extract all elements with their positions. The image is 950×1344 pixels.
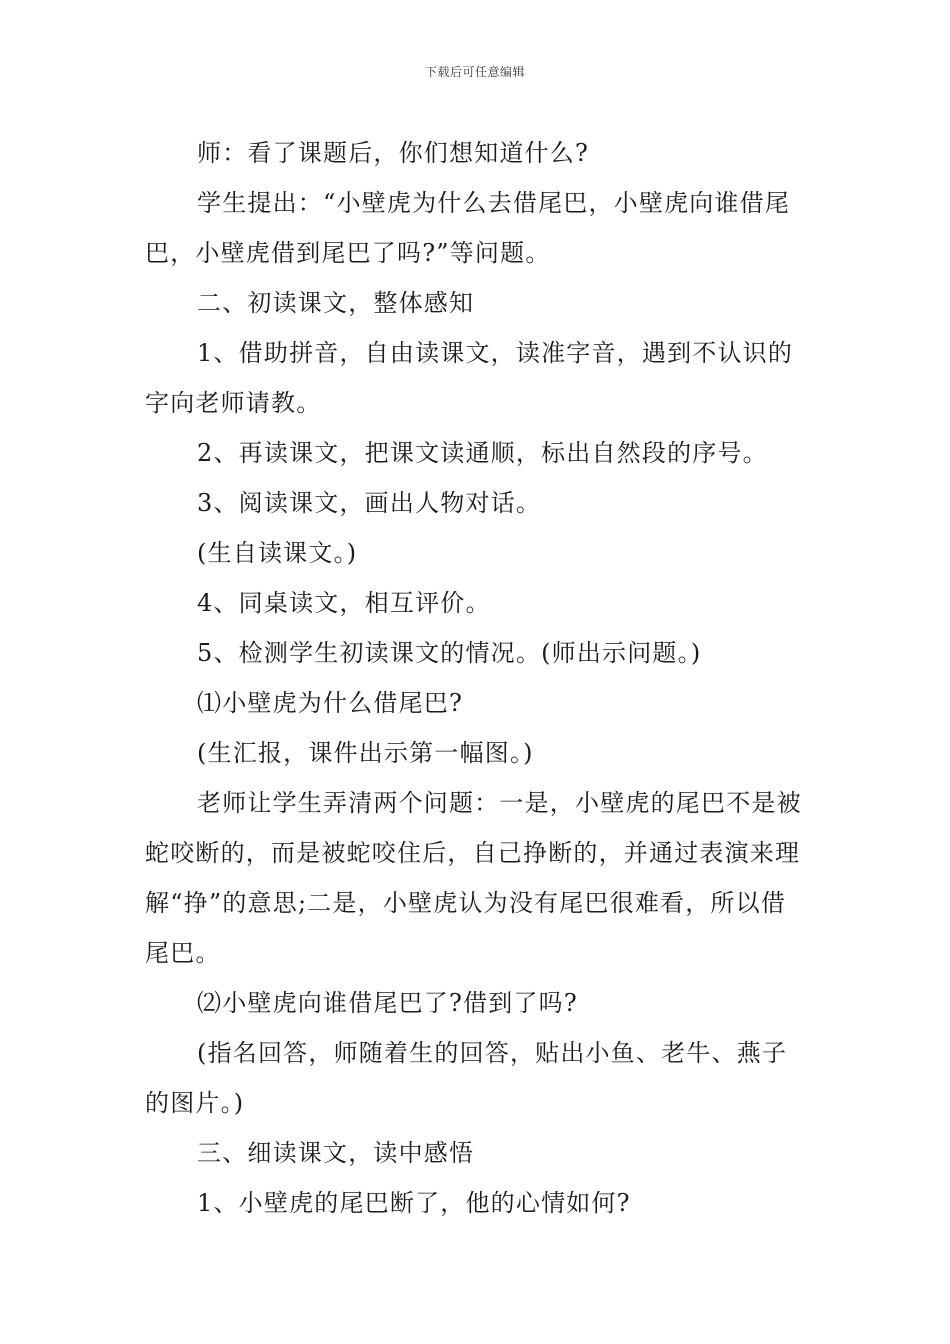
paragraph-4: 1、借助拼音，自由读课文，读准字音，遇到不认识的字向老师请教。: [145, 339, 794, 417]
paragraph-8: 4、同桌读文，相互评价。: [197, 589, 491, 617]
paragraph-7: (生自读课文。): [197, 539, 358, 567]
document-body: [145, 128, 807, 1228]
paragraph-10: ⑴小壁虎为什么借尾巴?: [197, 689, 464, 717]
paragraph-9: 5、检测学生初读课文的情况。(师出示问题。): [197, 639, 702, 667]
paragraph-11: (生汇报，课件出示第一幅图。): [197, 739, 534, 767]
paragraph-16: 1、小壁虎的尾巴断了，他的心情如何?: [197, 1189, 631, 1217]
paragraph-5: 2、再读课文，把课文读通顺，标出自然段的序号。: [197, 439, 768, 467]
page-header: 下载后可任意编辑: [424, 65, 525, 79]
paragraph-2: 学生提出：“小壁虎为什么去借尾巴，小壁虎向谁借尾巴，小壁虎借到尾巴了吗?”等问题。: [145, 189, 791, 267]
paragraph-1: 师：看了课题后，你们想知道什么?: [197, 139, 590, 167]
paragraph-13: ⑵小壁虎向谁借尾巴了?借到了吗?: [197, 989, 578, 1017]
paragraph-14: (指名回答，师随着生的回答，贴出小鱼、老牛、燕子的图片。): [145, 1039, 788, 1117]
section-heading-3: 三、细读课文，读中感悟: [197, 1139, 475, 1167]
section-heading-2: 二、初读课文，整体感知: [197, 289, 475, 317]
paragraph-6: 3、阅读课文，画出人物对话。: [197, 489, 542, 517]
paragraph-12: 老师让学生弄清两个问题：一是，小壁虎的尾巴不是被蛇咬断的，而是被蛇咬住后，自己挣断的，并通过表演来理解“挣”的意思;二是，小壁虎认为没有尾巴很难看，所以借尾巴。: [145, 789, 802, 967]
